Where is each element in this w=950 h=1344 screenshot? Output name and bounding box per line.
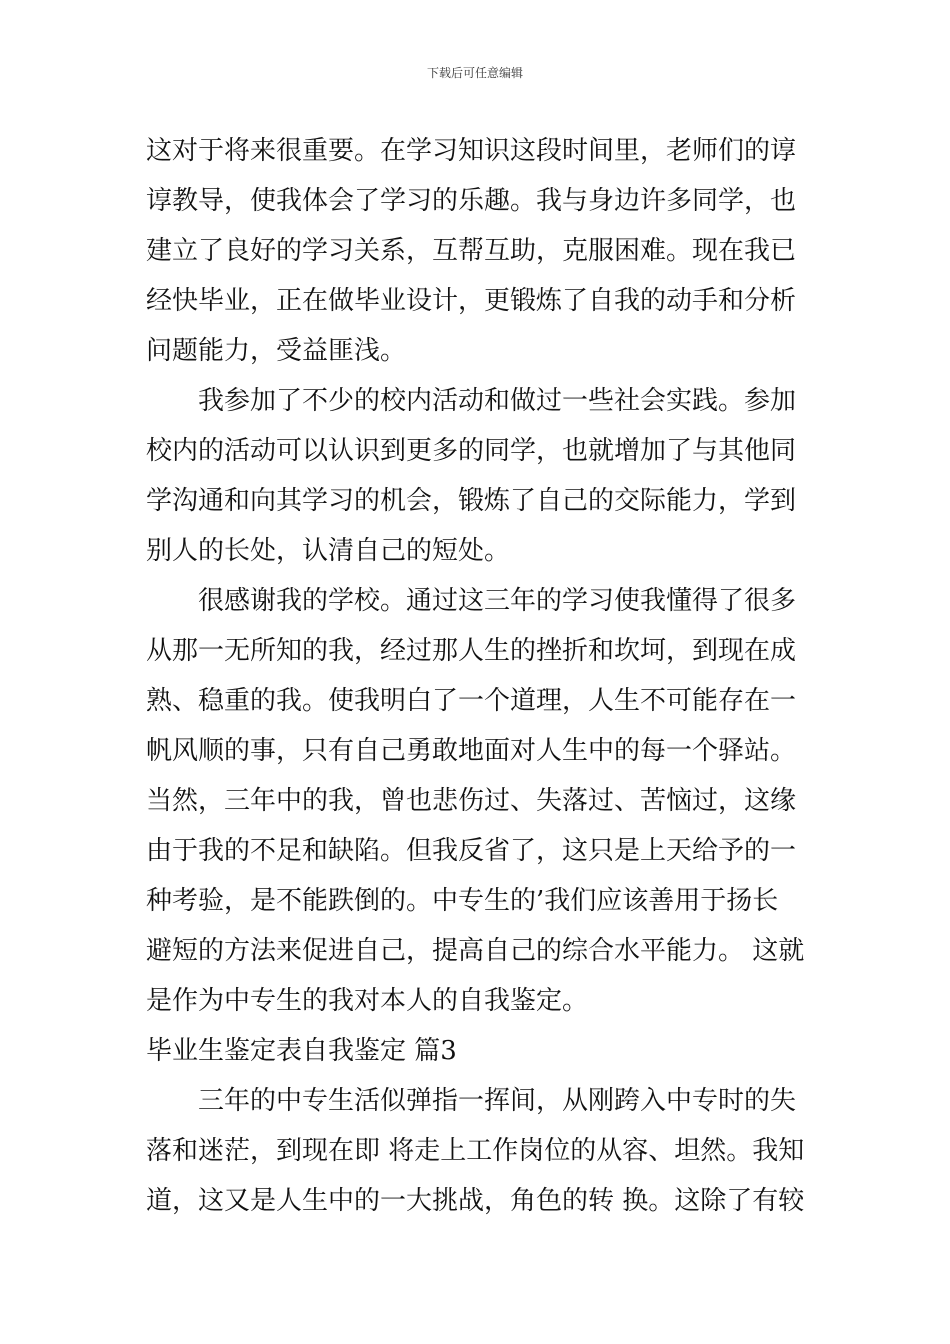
text-line: 道，这又是人生中的一大挑战，角色的转 换。这除了有较 [146,1186,805,1216]
text-line: 学沟通和向其学习的机会，锻炼了自己的交际能力，学到 [146,486,797,516]
text-line: 由于我的不足和缺陷。但我反省了，这只是上天给予的一 [146,836,797,866]
paragraph-first-line: 我参加了不少的校内活动和做过一些社会实践。参加 [198,386,797,416]
text-line: 熟、稳重的我。使我明白了一个道理，人生不可能存在一 [146,686,797,716]
text-line: 谆教导，使我体会了学习的乐趣。我与身边许多同学，也 [146,186,797,216]
text-line: 建立了良好的学习关系，互帮互助，克服困难。现在我已 [146,236,797,266]
text-line: 问题能力，受益匪浅。 [146,336,407,366]
text-line: 避短的方法来促进自己，提高自己的综合水平能力。 这就 [146,936,805,966]
text-line: 经快毕业，正在做毕业设计，更锻炼了自我的动手和分析 [146,286,797,316]
section-heading: 毕业生鉴定表自我鉴定 篇3 [146,1036,457,1066]
text-line: 帆风顺的事，只有自己勇敢地面对人生中的每一个驿站。 [146,736,797,766]
text-line: 校内的活动可以认识到更多的同学，也就增加了与其他同 [146,436,797,466]
text-line: 当然，三年中的我，曾也悲伤过、失落过、苦恼过，这缘 [146,786,797,816]
text-line: 从那一无所知的我，经过那人生的挫折和坎坷，到现在成 [146,636,797,666]
paragraph-first-line: 三年的中专生活似弹指一挥间，从刚跨入中专时的失 [198,1086,797,1116]
text-line: 种考验，是不能跌倒的。中专生的’我们应该善用于扬长 [146,886,779,916]
text-line: 落和迷茫，到现在即 将走上工作岗位的从容、坦然。我知 [146,1136,805,1166]
header-note: 下载后可任意编辑 [426,66,523,80]
text-line: 别人的长处，认清自己的短处。 [146,536,511,566]
paragraph-first-line: 很感谢我的学校。通过这三年的学习使我懂得了很多 [198,586,797,616]
document-body [146,126,810,1226]
text-line: 这对于将来很重要。在学习知识这段时间里，老师们的谆 [146,136,797,166]
text-line: 是作为中专生的我对本人的自我鉴定。 [146,986,589,1016]
